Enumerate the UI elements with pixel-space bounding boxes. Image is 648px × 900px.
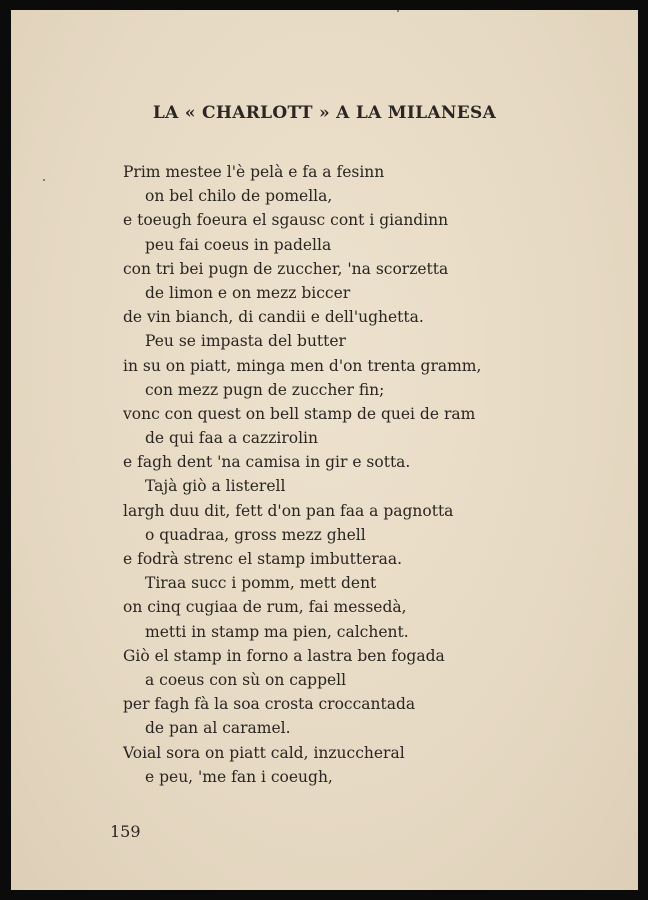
poem-line: peu fai coeus in padella — [145, 235, 332, 254]
poem-line: de pan al caramel. — [145, 719, 291, 738]
poem-line: e peu, 'me fan i coeugh, — [145, 767, 333, 786]
page-number: 159 — [110, 822, 141, 841]
poem-line: e fodrà strenc el stamp imbutteraa. — [123, 550, 403, 568]
poem-line: con mezz pugn de zuccher fin; — [145, 380, 385, 399]
paper-speck — [43, 179, 45, 181]
poem-line: vonc con quest on bell stamp de quei de ram — [123, 404, 476, 423]
poem-line: metti in stamp ma pien, calchent. — [145, 622, 409, 641]
poem-line: on bel chilo de pomella, — [145, 187, 333, 206]
poem-line: con tri bei pugn de zuccher, 'na scorzetta — [123, 259, 449, 278]
book-page — [11, 10, 638, 890]
poem-line: Tiraa succ i pomm, mett dent — [145, 574, 377, 593]
poem-line: de qui faa a cazzirolin — [145, 429, 318, 448]
poem-line: in su on piatt, minga men d'on trenta gramm, — [123, 356, 482, 375]
poem-line: e toeugh foeura el sgausc cont i giandinn — [123, 211, 449, 230]
poem-line: on cinq cugiaa de rum, fai messedà, — [123, 598, 407, 617]
poem-line: Tajà giò a listerell — [145, 477, 286, 496]
poem-line: o quadraa, gross mezz ghell — [145, 525, 366, 544]
poem-line: largh duu dit, fett d'on pan faa a pagnotta — [123, 501, 454, 520]
poem-line: Giò el stamp in forno a lastra ben fogada — [123, 646, 445, 665]
poem-line: Voial sora on piatt cald, inzuccheral — [123, 743, 405, 762]
poem-line: Prim mestee l'è pelà e fa a fesinn — [123, 163, 385, 181]
poem-line: de vin bianch, di candii e dell'ughetta. — [123, 308, 424, 327]
poem-line: de limon e on mezz biccer — [145, 283, 351, 302]
poem-body — [123, 160, 481, 789]
poem-line: a coeus con sù on cappell — [145, 670, 347, 689]
poem-title: LA « CHARLOTT » A LA MILANESA — [152, 103, 497, 123]
poem-line: e fagh dent 'na camisa in gir e sotta. — [123, 453, 411, 472]
paper-speck — [397, 10, 399, 12]
poem-line: per fagh fà la soa crosta croccantada — [123, 695, 416, 714]
poem-line: Peu se impasta del butter — [145, 332, 346, 351]
